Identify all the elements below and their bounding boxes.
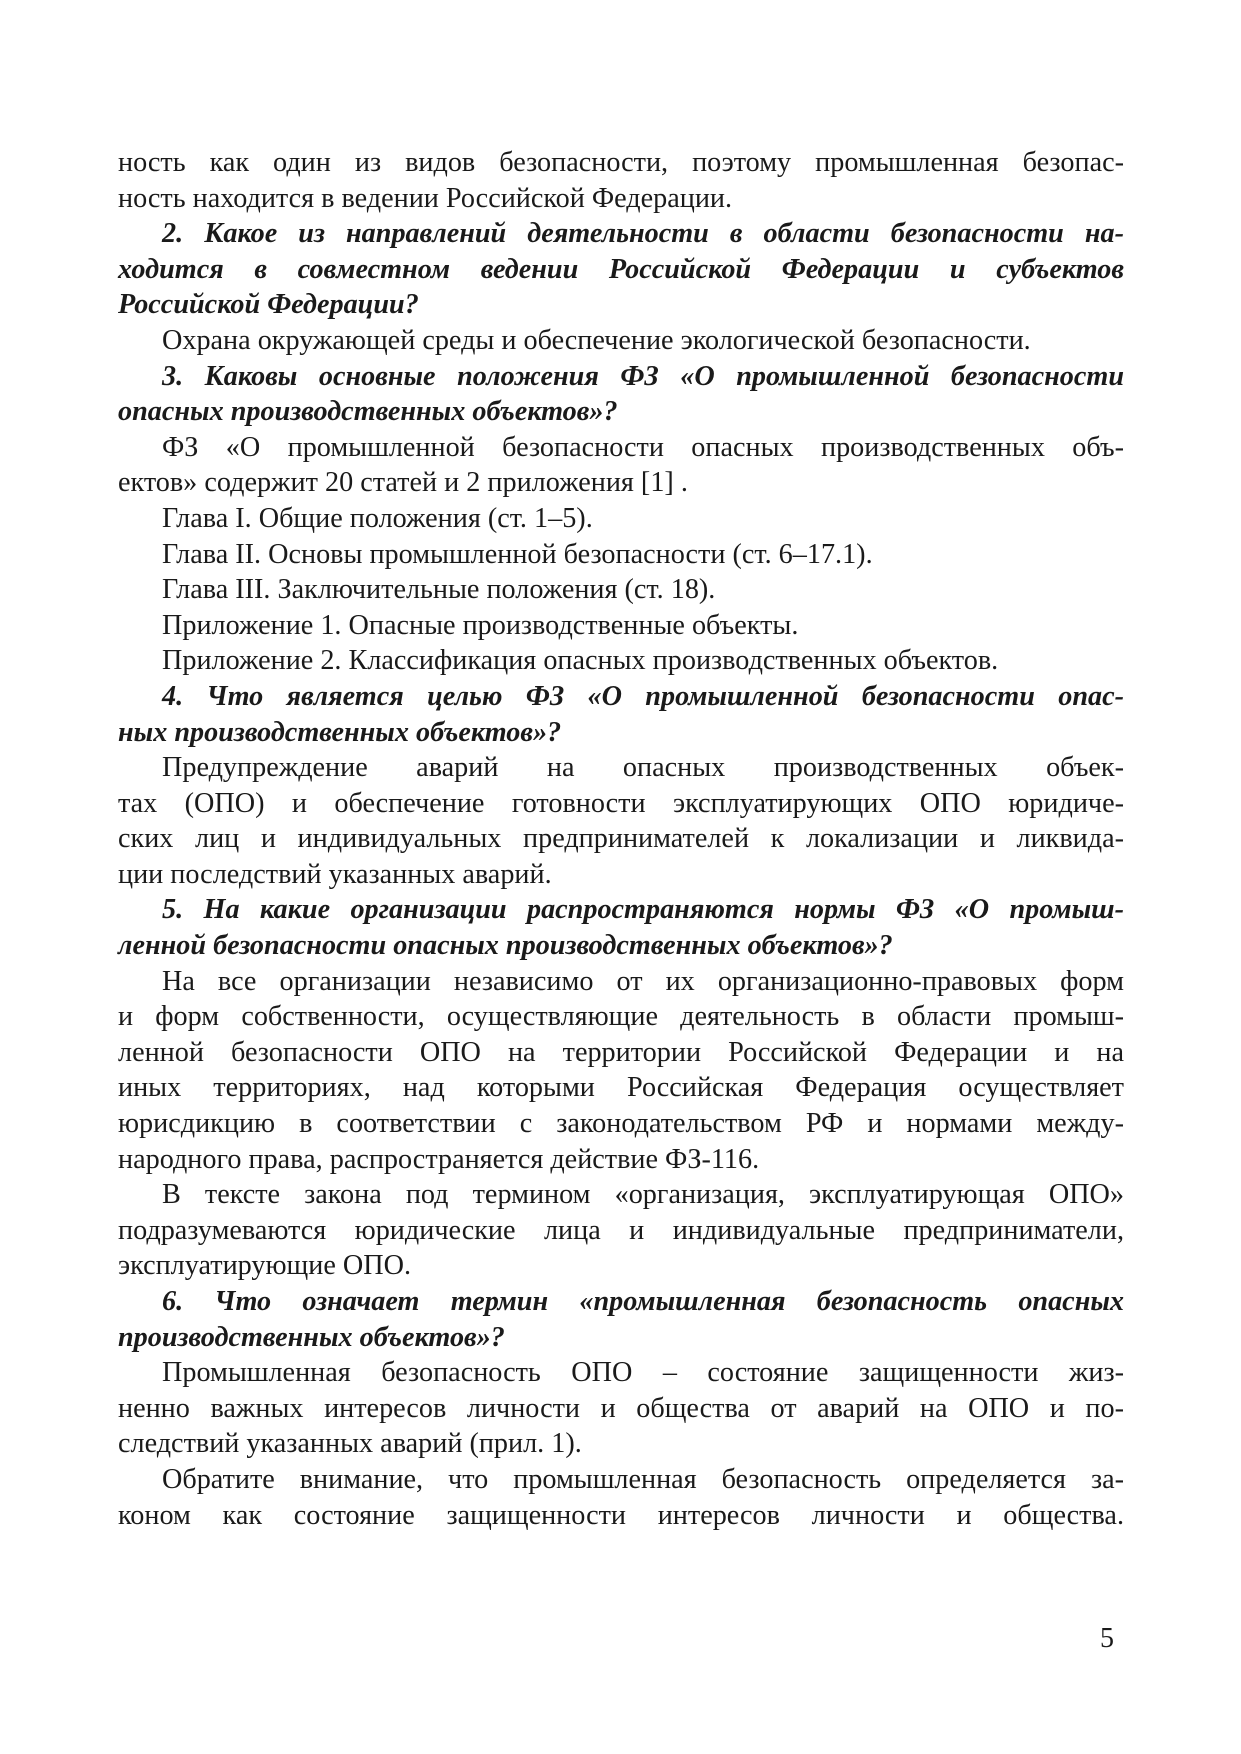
question-line: 6. Что означает термин «промышленная безопасность опасных bbox=[162, 1286, 1124, 1317]
question-line: ленной безопасности опасных производственных объектов»? bbox=[118, 930, 893, 962]
text-line: народного права, распространяется действие ФЗ-116. bbox=[118, 1143, 760, 1175]
question-line: ходится в совместном ведении Российской Федерации и субъектов bbox=[118, 253, 1124, 285]
text-line: На все организации независимо от их организационно-правовых форм bbox=[162, 965, 1124, 997]
text-line: ненно важных интересов личности и общества от аварий на ОПО и по- bbox=[118, 1392, 1124, 1424]
question-line: 2. Какое из направлений деятельности в области безопасности на- bbox=[162, 218, 1124, 250]
question-line: производственных объектов»? bbox=[118, 1321, 505, 1353]
question-line: Российской Федерации? bbox=[118, 289, 419, 321]
text-line: ность находится в ведении Российской Федерации. bbox=[118, 182, 733, 214]
question-line: 4. Что является целью ФЗ «О промышленной безопасности опас- bbox=[162, 680, 1124, 712]
text-line: юрисдикцию в соответствии с законодательством РФ и нормами между- bbox=[118, 1108, 1124, 1140]
text-line: В тексте закона под термином «организация, эксплуатирующая ОПО» bbox=[162, 1179, 1124, 1211]
text-line: ФЗ «О промышленной безопасности опасных производственных объ- bbox=[162, 431, 1124, 463]
text-line: иных территориях, над которыми Российская Федерация осуществляет bbox=[118, 1072, 1124, 1104]
text-line: и форм собственности, осуществляющие деятельность в области промыш- bbox=[118, 1001, 1124, 1033]
text-line: ность как один из видов безопасности, поэтому промышленная безопас- bbox=[118, 147, 1124, 178]
text-line: следствий указанных аварий (прил. 1). bbox=[118, 1428, 582, 1460]
text-line: эксплуатирующие ОПО. bbox=[118, 1250, 411, 1282]
question-line: 3. Каковы основные положения ФЗ «О промышленной безопасности bbox=[162, 360, 1124, 392]
text-line: Обратите внимание, что промышленная безопасность определяется за- bbox=[162, 1463, 1124, 1495]
text-line: ских лиц и индивидуальных предпринимателей к локализации и ликвида- bbox=[118, 823, 1124, 855]
text-line: Приложение 1. Опасные производственные объекты. bbox=[162, 609, 799, 641]
text-line: ленной безопасности ОПО на территории Российской Федерации и на bbox=[118, 1036, 1124, 1068]
text-line: Глава III. Заключительные положения (ст. 18). bbox=[162, 574, 716, 606]
document-body bbox=[118, 145, 1124, 1533]
text-line: тах (ОПО) и обеспечение готовности эксплуатирующих ОПО юридиче- bbox=[118, 787, 1124, 819]
text-line: Приложение 2. Классификация опасных производственных объектов. bbox=[162, 645, 999, 677]
page-number: 5 bbox=[1100, 1623, 1114, 1654]
text-line: коном как состояние защищенности интересов личности и общества. bbox=[118, 1499, 1124, 1531]
text-line: ектов» содержит 20 статей и 2 приложения [1] . bbox=[118, 467, 688, 499]
text-line: Промышленная безопасность ОПО – состояние защищенности жиз- bbox=[162, 1357, 1124, 1389]
question-line: опасных производственных объектов»? bbox=[118, 396, 618, 428]
text-line: Предупреждение аварий на опасных производственных объек- bbox=[162, 752, 1124, 784]
text-line: Охрана окружающей среды и обеспечение экологической безопасности. bbox=[162, 324, 1031, 356]
question-line: ных производственных объектов»? bbox=[118, 716, 562, 748]
text-line: Глава II. Основы промышленной безопасности (ст. 6–17.1). bbox=[162, 538, 873, 570]
question-line: 5. На какие организации распространяются нормы ФЗ «О промыш- bbox=[162, 894, 1124, 926]
text-line: ции последствий указанных аварий. bbox=[118, 858, 552, 890]
text-line: Глава I. Общие положения (ст. 1–5). bbox=[162, 502, 593, 534]
text-line: подразумеваются юридические лица и индивидуальные предприниматели, bbox=[118, 1214, 1124, 1246]
